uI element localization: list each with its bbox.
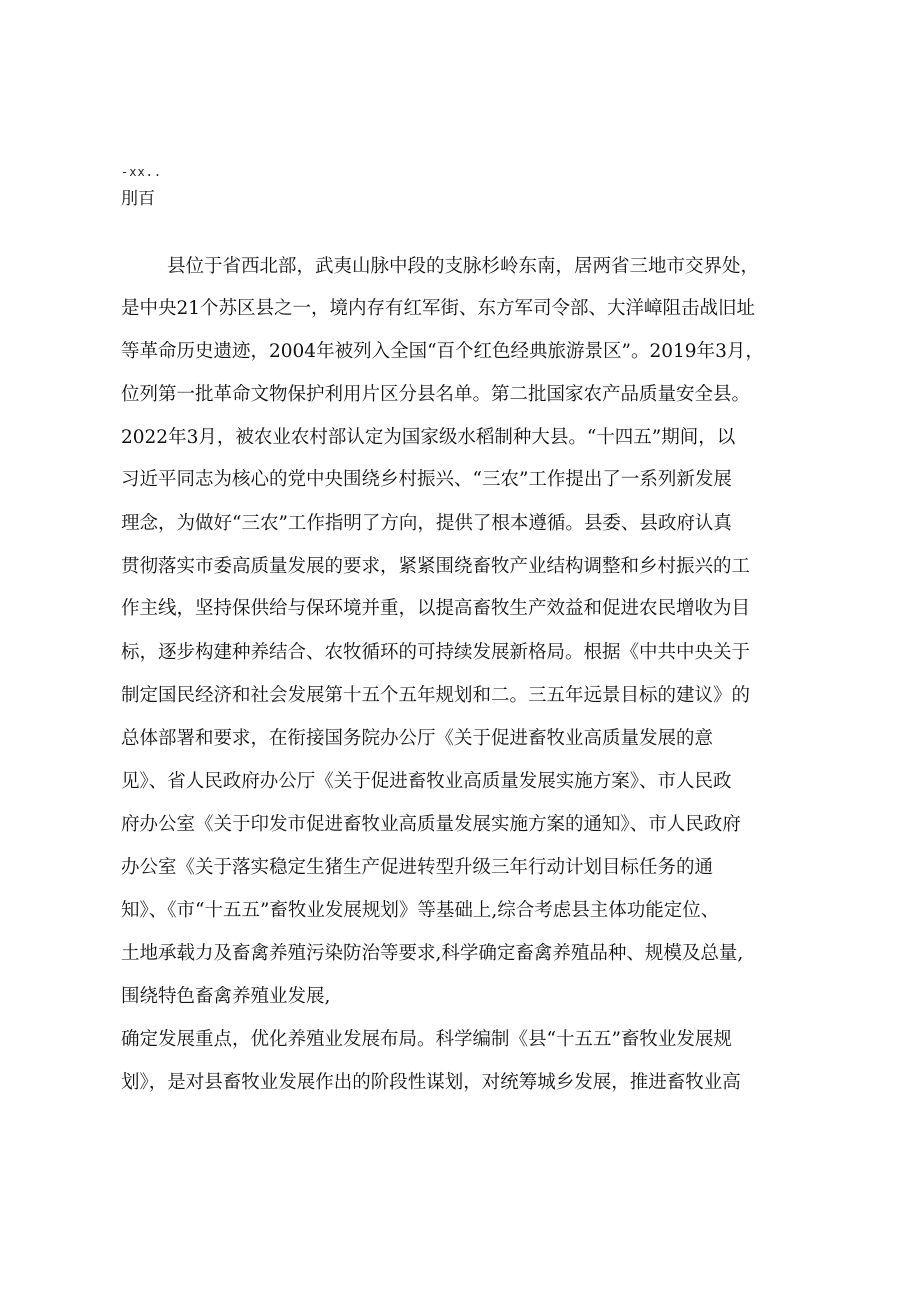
paragraph-line: 办公室《关于落实稳定生猪生产促进转型升级三年行动计划目标任务的通 [121,857,714,878]
paragraph-line: 总体部署和要求，在衔接国务院办公厅《关于促进畜牧业高质量发展的意 [121,728,714,749]
paragraph-line: 2022年3月，被农业农村部认定为国家级水稻制种大县。“十四五”期间，以 [121,427,736,448]
paragraph-line: 习近平同志为核心的党中央围绕乡村振兴、“三农”工作提出了一系列新发展 [121,469,732,490]
paragraph-line: 见》、省人民政府办公厅《关于促进畜牧业高质量发展实施方案》、市人民政 [121,771,732,792]
paragraph-line: 是中央21个苏区县之一，境内存有红军街、东方军司令部、大洋嶂阻击战旧址 [121,298,756,319]
paragraph-line: 划》，是对县畜牧业发展作出的阶段性谋划，对统筹城乡发展，推进畜牧业高 [121,1072,741,1093]
paragraph-line: 理念，为做好“三农”工作指明了方向，提供了根本遵循。县委、县政府认真 [121,513,732,534]
paragraph-line: 知》、《市“十五五”畜牧业发展规划》等基础上,综合考虑县主体功能定位、 [121,900,720,921]
paragraph-line: 作主线，坚持保供给与保环境并重，以提高畜牧生产效益和促进农民增收为目 [121,598,751,619]
paragraph-line: 确定发展重点，优化养殖业发展布局。科学编制《县“十五五”畜牧业发展规 [121,1029,732,1050]
paragraph-line: 位列第一批革命文物保护利用片区分县名单。第二批国家农产品质量安全县。 [121,384,751,405]
header-mark: -xx.. [121,165,163,179]
paragraph-line: 土地承载力及畜禽养殖污染防治等要求,科学确定畜禽养殖品种、规模及总量, [121,943,744,964]
paragraph-line: 标，逐步构建种养结合、农牧循环的可持续发展新格局。根据《中共中央关于 [121,642,751,663]
paragraph-line: 等革命历史遗迹，2004年被列入全国“百个红色经典旅游景区”。2019年3月， [121,341,764,362]
section-title: 刖百 [121,189,155,209]
paragraph-line: 府办公室《关于印发市促进畜牧业高质量发展实施方案的通知》、市人民政府 [121,814,741,835]
paragraph-line: 贯彻落实市委高质量发展的要求，紧紧围绕畜牧产业结构调整和乡村振兴的工 [121,556,751,577]
paragraph-line: 县位于省西北部，武夷山脉中段的支脉杉岭东南，居两省三地市交界处， [167,256,760,277]
paragraph-line: 围绕特色畜禽养殖业发展, [121,986,331,1007]
paragraph-line: 制定国民经济和社会发展第十五个五年规划和二。三五年远景目标的建议》的 [121,685,751,706]
